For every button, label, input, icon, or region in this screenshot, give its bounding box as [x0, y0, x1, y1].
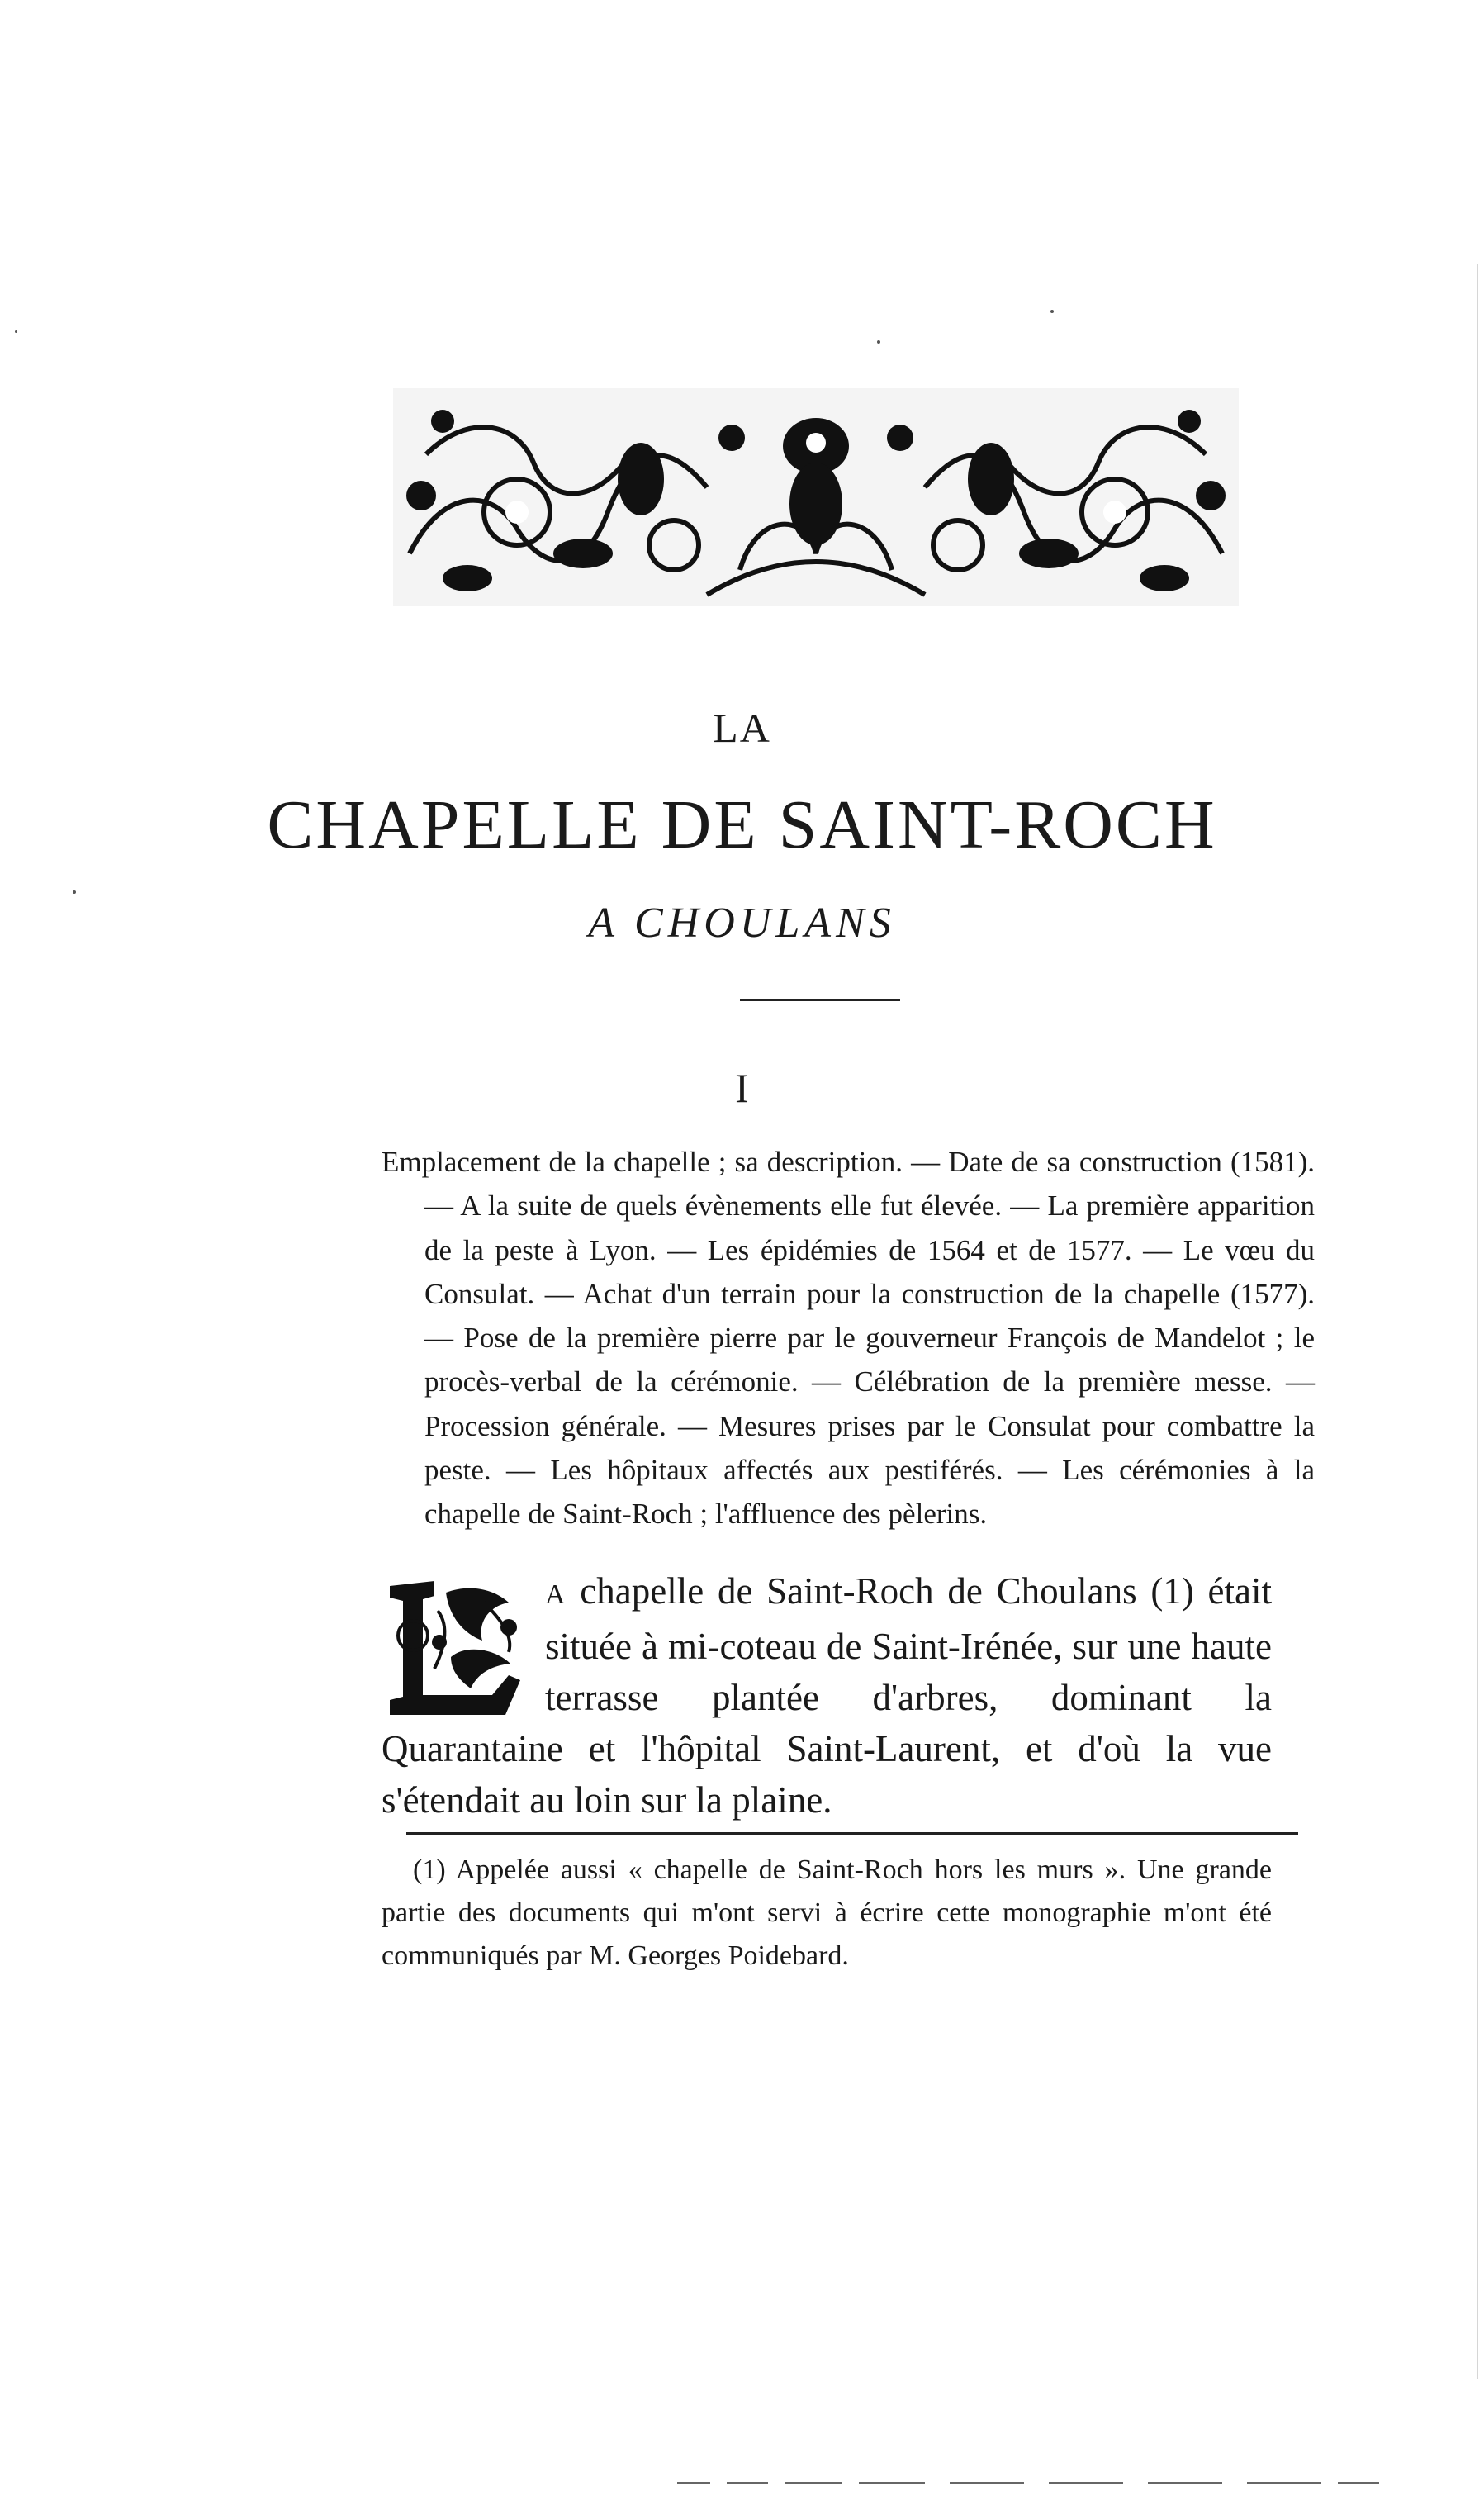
- print-marks: [677, 2481, 1387, 2486]
- title-divider: [740, 999, 900, 1001]
- footnote: (1) Appelée aussi « chapelle de Saint-Roch hors les murs ». Une grande partie des documents qui m'ont servi à écrire cette monographie m'ont été communiqués par M. Georges Poidebard.: [382, 1854, 1272, 1971]
- decorative-headpiece-icon: [393, 388, 1239, 606]
- section-number: I: [735, 1065, 749, 1111]
- print-speck: [15, 330, 17, 333]
- print-speck: [73, 890, 76, 894]
- print-speck: [877, 340, 880, 344]
- page-edge-shadow: [1477, 264, 1478, 2379]
- page-subtitle: A CHOULANS: [588, 900, 896, 947]
- page-title: CHAPELLE DE SAINT-ROCH: [267, 786, 1217, 863]
- dropcap-letter-icon: [385, 1578, 527, 1718]
- first-paragraph-text: chapelle de Saint-Roch de Choulans (1) était située à mi-coteau de Saint-Irénée, sur une haute terrasse plantée d'arbres, dominant la Quarantaine et l'hôpital Saint-Laurent, et d'où la vue s'étendait au loin sur la plaine.: [382, 1570, 1272, 1821]
- first-word-rest: A: [545, 1579, 567, 1610]
- footnote-divider: [406, 1832, 1298, 1835]
- section-summary: Emplacement de la chapelle ; sa description. — Date de sa construction (1581). — A la suite de quels évènements elle fut élevée. — La première apparition de la peste à Lyon. — Les épidémies de 1564 et de 1577. — Le vœu du Consulat. — Achat d'un terrain pour la construction de la chapelle (1577). — Pose de la première pierre par le gouverneur François de Mandelot ; le procès-verbal de la cérémonie. — Célébration de la première messe. — Procession générale. — Mesures prises par le Consulat pour combattre la peste. — Les hôpitaux affectés aux pestiférés. — Les cérémonies à la chapelle de Saint-Roch ; l'affluence des pèlerins.: [382, 1146, 1315, 1531]
- title-article: LA: [713, 705, 771, 751]
- print-speck: [1050, 310, 1054, 313]
